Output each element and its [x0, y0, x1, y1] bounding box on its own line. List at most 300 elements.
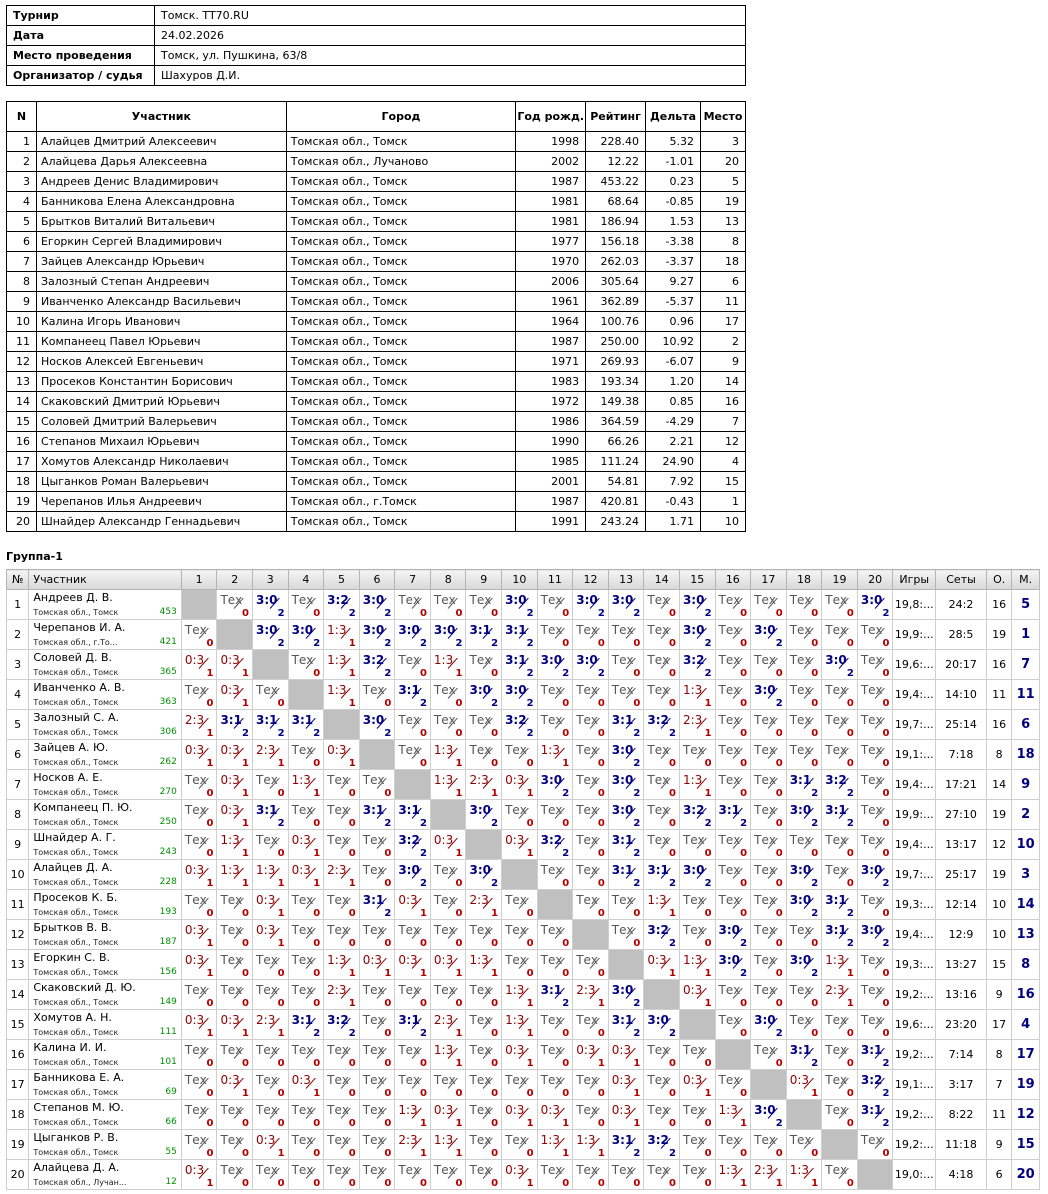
match-score: Тех	[754, 773, 776, 787]
match-result-cell	[644, 710, 680, 740]
match-score: Тех	[825, 683, 848, 697]
player-delta: -1.01	[646, 152, 701, 172]
match-score: Тех	[327, 833, 349, 847]
match-points: 2	[633, 788, 641, 799]
player-place: 4	[701, 452, 746, 472]
match-result-cell	[537, 1070, 573, 1100]
match-result-cell	[466, 800, 502, 830]
match-points: 0	[846, 698, 854, 709]
match-result-cell	[857, 1130, 893, 1160]
match-score: Тех	[398, 923, 421, 937]
match-points: 2	[526, 698, 534, 709]
match-points: 0	[740, 668, 748, 679]
match-points: 2	[882, 1058, 890, 1069]
match-result-cell	[857, 920, 893, 950]
match-score: Тех	[291, 1163, 314, 1177]
match-points: 0	[811, 998, 819, 1009]
match-score: Тех	[505, 1073, 527, 1087]
diagonal-cell	[608, 950, 644, 980]
player-rating: 243	[159, 847, 177, 857]
tournament-info-table	[6, 5, 746, 86]
match-points: 0	[348, 938, 356, 949]
match-score: Тех	[469, 653, 492, 667]
player-cell	[29, 1040, 182, 1070]
player-city: Томская обл., Томск	[286, 512, 516, 532]
info-label: Организатор / судья	[7, 66, 155, 86]
match-result-cell	[324, 1070, 360, 1100]
player-delta: 7.92	[646, 472, 701, 492]
match-points: 2	[775, 638, 783, 649]
diagonal-cell	[395, 770, 431, 800]
player-rating: 156	[159, 967, 177, 977]
match-score: Тех	[860, 893, 883, 907]
match-points: 0	[668, 818, 676, 829]
match-result-cell	[822, 950, 858, 980]
header-opponent: 6	[359, 570, 395, 590]
match-result-cell	[253, 680, 289, 710]
place-value: 11	[1012, 680, 1040, 710]
match-points: 1	[846, 968, 854, 979]
place-value: 16	[1012, 980, 1040, 1010]
player-cell	[29, 620, 182, 650]
player-place: 14	[701, 372, 746, 392]
match-result-cell	[288, 590, 324, 620]
match-result-cell	[786, 770, 822, 800]
match-score: 3:0	[611, 983, 634, 997]
match-score: Тех	[540, 953, 563, 967]
match-points: 0	[206, 818, 214, 829]
table-row	[7, 432, 746, 452]
match-points: 0	[277, 1118, 285, 1129]
match-result-cell	[786, 1010, 822, 1040]
match-points: 1	[348, 758, 356, 769]
match-score: Тех	[256, 773, 278, 787]
match-points: 0	[811, 758, 819, 769]
match-points: 1	[526, 1058, 534, 1069]
match-result-cell	[608, 1070, 644, 1100]
match-points: 0	[740, 878, 748, 889]
match-points: 1	[526, 1028, 534, 1039]
match-points: 1	[704, 998, 712, 1009]
match-points: 0	[597, 908, 605, 919]
match-score: 0:3	[505, 1103, 525, 1117]
match-score: 0:3	[220, 803, 240, 817]
info-value: Томск, ул. Пушкина, 63/8	[155, 46, 746, 66]
match-result-cell	[751, 890, 787, 920]
match-score: Тех	[789, 923, 812, 937]
match-points: 0	[384, 1058, 392, 1069]
match-score: 3:1	[611, 1133, 634, 1147]
match-result-cell	[395, 1010, 431, 1040]
points-value: 12	[986, 830, 1011, 860]
match-result-cell	[324, 680, 360, 710]
player-short-city: Томская обл., Томск	[33, 1028, 119, 1037]
match-result-cell	[466, 710, 502, 740]
match-result-cell	[181, 950, 217, 980]
match-points: 0	[384, 788, 392, 799]
match-score: Тех	[754, 983, 776, 997]
match-result-cell	[324, 650, 360, 680]
match-result-cell	[573, 710, 609, 740]
match-points: 1	[633, 1088, 641, 1099]
match-points: 0	[242, 938, 250, 949]
match-points: 0	[668, 758, 676, 769]
match-points: 0	[846, 848, 854, 859]
match-points: 1	[206, 878, 214, 889]
match-score: Тех	[718, 1013, 741, 1027]
match-points: 0	[313, 758, 321, 769]
match-score: Тех	[327, 893, 349, 907]
player-city: Томская обл., г.Томск	[286, 492, 516, 512]
player-rating: 66	[165, 1117, 177, 1127]
match-result-cell	[502, 680, 538, 710]
match-points: 2	[633, 818, 641, 829]
player-rating: 420.81	[586, 492, 646, 512]
player-short-name: Шнайдер А. Г.	[33, 831, 116, 844]
match-score: Тех	[540, 1073, 563, 1087]
row-number: 11	[7, 890, 29, 920]
match-score: Тех	[789, 623, 812, 637]
match-score: 3:1	[860, 1103, 883, 1117]
match-points: 0	[597, 878, 605, 889]
match-points: 0	[491, 608, 499, 619]
player-city: Томская обл., Томск	[286, 172, 516, 192]
match-score: Тех	[611, 893, 634, 907]
player-place: 9	[701, 352, 746, 372]
match-points: 0	[882, 698, 890, 709]
match-points: 2	[419, 818, 427, 829]
match-score: Тех	[860, 683, 883, 697]
table-row	[7, 770, 1040, 800]
row-number: 4	[7, 680, 29, 710]
points-value: 19	[986, 800, 1011, 830]
match-result-cell	[679, 800, 715, 830]
match-points: 0	[740, 788, 748, 799]
match-score: 0:3	[505, 1043, 525, 1057]
player-cell	[29, 650, 182, 680]
match-score: Тех	[576, 713, 599, 727]
match-score: Тех	[647, 1073, 670, 1087]
place-value: 19	[1012, 1070, 1040, 1100]
match-score: Тех	[220, 893, 243, 907]
match-score: Тех	[789, 1013, 812, 1027]
match-points: 1	[348, 878, 356, 889]
header-opponent: 15	[679, 570, 715, 590]
match-result-cell	[608, 590, 644, 620]
match-score: Тех	[469, 1163, 492, 1177]
player-delta: -0.43	[646, 492, 701, 512]
place-value: 18	[1012, 740, 1040, 770]
match-points: 0	[740, 908, 748, 919]
match-points: 2	[704, 638, 712, 649]
match-points: 0	[704, 908, 712, 919]
match-result-cell	[359, 920, 395, 950]
match-points: 0	[348, 818, 356, 829]
match-score: 1:3	[540, 743, 560, 757]
match-score: 3:0	[860, 593, 883, 607]
match-points: 1	[491, 908, 499, 919]
match-points: 0	[313, 998, 321, 1009]
table-row	[7, 1010, 1040, 1040]
match-score: 0:3	[611, 1043, 632, 1057]
header-opponent: 9	[466, 570, 502, 590]
player-name: Носков Алексей Евгеньевич	[36, 352, 286, 372]
match-points: 0	[491, 758, 499, 769]
match-result-cell	[822, 710, 858, 740]
match-points: 0	[882, 1148, 890, 1159]
player-city: Томская обл., Томск	[286, 352, 516, 372]
match-result-cell	[751, 830, 787, 860]
match-points: 0	[668, 1058, 676, 1069]
match-result-cell	[181, 1160, 217, 1190]
match-score: Тех	[256, 953, 278, 967]
match-points: 2	[526, 728, 534, 739]
player-birth-year: 1981	[516, 192, 586, 212]
match-result-cell	[857, 860, 893, 890]
match-score: Тех	[540, 923, 563, 937]
match-score: Тех	[718, 1073, 741, 1087]
match-score: 0:3	[611, 1073, 632, 1087]
match-result-cell	[786, 650, 822, 680]
match-points: 2	[633, 878, 641, 889]
match-points: 1	[562, 1118, 570, 1129]
match-result-cell	[751, 980, 787, 1010]
player-delta: -3.37	[646, 252, 701, 272]
match-score: 3:0	[362, 713, 385, 727]
group-title: Группа-1	[6, 550, 63, 563]
player-cell	[29, 980, 182, 1010]
match-points: 2	[740, 938, 748, 949]
match-result-cell	[181, 1100, 217, 1130]
sets-value: 7:18	[936, 740, 987, 770]
player-birth-year: 1987	[516, 172, 586, 192]
match-points: 1	[526, 848, 534, 859]
points-value: 9	[986, 980, 1011, 1010]
player-delta: 0.85	[646, 392, 701, 412]
match-result-cell	[359, 770, 395, 800]
match-result-cell	[573, 590, 609, 620]
match-score: Тех	[184, 803, 207, 817]
match-points: 0	[384, 848, 392, 859]
match-result-cell	[573, 680, 609, 710]
match-score: Тех	[789, 743, 812, 757]
match-score: Тех	[291, 1043, 314, 1057]
match-result-cell	[359, 980, 395, 1010]
match-points: 0	[491, 1178, 499, 1189]
match-points: 0	[704, 1118, 712, 1129]
match-score: 2:3	[256, 1013, 276, 1027]
match-result-cell	[430, 1070, 466, 1100]
points-value: 10	[986, 890, 1011, 920]
match-score: 3:1	[611, 863, 634, 877]
player-cell	[29, 920, 182, 950]
match-result-cell	[359, 890, 395, 920]
match-score: 3:1	[611, 833, 634, 847]
match-result-cell	[573, 830, 609, 860]
match-points: 2	[313, 1028, 321, 1039]
player-rating: 187	[159, 937, 177, 947]
match-result-cell	[253, 710, 289, 740]
match-result-cell	[644, 1130, 680, 1160]
match-score: 0:3	[291, 1073, 311, 1087]
match-points: 2	[526, 668, 534, 679]
match-result-cell	[359, 950, 395, 980]
player-cell	[29, 1130, 182, 1160]
player-rating: 186.94	[586, 212, 646, 232]
player-rating: 111.24	[586, 452, 646, 472]
player-short-name: Цыганков Р. В.	[33, 1131, 119, 1144]
column-header: N	[7, 102, 37, 132]
table-row	[7, 272, 746, 292]
match-score: 0:3	[433, 833, 454, 847]
match-points: 0	[455, 608, 463, 619]
match-result-cell	[217, 710, 253, 740]
match-result-cell	[217, 950, 253, 980]
row-number: 19	[7, 1130, 29, 1160]
match-points: 1	[313, 878, 321, 889]
player-city: Томская обл., Томск	[286, 332, 516, 352]
player-birth-year: 1998	[516, 132, 586, 152]
player-rating: 101	[159, 1057, 177, 1067]
match-score: Тех	[789, 653, 812, 667]
match-result-cell	[573, 1130, 609, 1160]
match-result-cell	[537, 650, 573, 680]
match-result-cell	[786, 800, 822, 830]
match-score: 3:0	[611, 773, 634, 787]
match-result-cell	[217, 680, 253, 710]
match-points: 0	[846, 1178, 854, 1189]
match-result-cell	[644, 770, 680, 800]
match-score: 3:0	[754, 1013, 776, 1027]
match-points: 2	[384, 728, 392, 739]
match-score: Тех	[576, 773, 599, 787]
match-result-cell	[502, 620, 538, 650]
match-score: 3:2	[647, 923, 669, 937]
match-score: 3:0	[398, 623, 420, 637]
match-score: 3:0	[860, 863, 883, 877]
match-score: 1:3	[433, 1043, 454, 1057]
player-delta: 0.96	[646, 312, 701, 332]
player-number: 5	[7, 212, 37, 232]
match-points: 1	[384, 968, 392, 979]
match-score: Тех	[469, 1103, 492, 1117]
match-score: 2:3	[576, 983, 596, 997]
match-result-cell	[253, 1160, 289, 1190]
match-score: 1:3	[825, 953, 845, 967]
match-result-cell	[288, 1130, 324, 1160]
match-score: 3:1	[718, 803, 741, 817]
match-score: Тех	[860, 833, 883, 847]
match-score: 3:0	[611, 803, 634, 817]
match-points: 2	[740, 818, 748, 829]
diagonal-cell	[786, 1100, 822, 1130]
player-short-city: Томская обл., Томск	[33, 668, 119, 677]
player-place: 7	[701, 412, 746, 432]
match-score: 0:3	[362, 953, 383, 967]
match-score: Тех	[540, 623, 563, 637]
header-opponent: 13	[608, 570, 644, 590]
diagonal-cell	[359, 740, 395, 770]
row-number: 3	[7, 650, 29, 680]
player-name: Алайцева Дарья Алексеевна	[36, 152, 286, 172]
match-result-cell	[217, 770, 253, 800]
match-score: 3:0	[505, 593, 527, 607]
match-score: 3:0	[256, 593, 278, 607]
match-score: Тех	[362, 833, 385, 847]
player-cell	[29, 710, 182, 740]
match-score: Тех	[291, 923, 314, 937]
match-points: 0	[242, 1178, 250, 1189]
place-value: 9	[1012, 770, 1040, 800]
match-points: 0	[419, 758, 427, 769]
match-score: Тех	[789, 833, 812, 847]
match-result-cell	[644, 650, 680, 680]
match-score: 3:1	[611, 713, 634, 727]
games-value: 19,1:...	[893, 1070, 936, 1100]
match-result-cell	[679, 740, 715, 770]
player-cell	[29, 680, 182, 710]
sets-value: 8:22	[936, 1100, 987, 1130]
games-value: 19,1:...	[893, 740, 936, 770]
table-row	[7, 1070, 1040, 1100]
match-result-cell	[395, 1100, 431, 1130]
match-result-cell	[857, 650, 893, 680]
match-points: 0	[562, 1178, 570, 1189]
match-score: 3:0	[789, 953, 812, 967]
player-number: 1	[7, 132, 37, 152]
match-score: Тех	[184, 1103, 207, 1117]
match-score: 3:0	[433, 623, 456, 637]
match-result-cell	[395, 1130, 431, 1160]
match-score: Тех	[647, 1043, 670, 1057]
match-points: 1	[242, 668, 250, 679]
diagonal-cell	[573, 920, 609, 950]
match-points: 0	[384, 1028, 392, 1039]
match-result-cell	[786, 620, 822, 650]
match-score: 0:3	[505, 833, 525, 847]
player-short-city: Томская обл., Томск	[33, 788, 119, 797]
match-result-cell	[644, 890, 680, 920]
match-points: 2	[491, 638, 499, 649]
match-result-cell	[786, 710, 822, 740]
points-value: 15	[986, 950, 1011, 980]
match-points: 0	[348, 1058, 356, 1069]
match-points: 0	[206, 1088, 214, 1099]
match-score: Тех	[576, 863, 599, 877]
match-score: Тех	[433, 593, 456, 607]
player-birth-year: 2001	[516, 472, 586, 492]
header-opponent: 14	[644, 570, 680, 590]
match-points: 0	[846, 1088, 854, 1099]
sets-value: 17:21	[936, 770, 987, 800]
match-result-cell	[822, 1160, 858, 1190]
match-points: 0	[597, 1178, 605, 1189]
match-points: 0	[384, 998, 392, 1009]
match-result-cell	[324, 950, 360, 980]
match-result-cell	[430, 740, 466, 770]
diagonal-cell	[822, 1130, 858, 1160]
match-score: 3:0	[469, 803, 491, 817]
match-score: 0:3	[291, 863, 311, 877]
sets-value: 3:17	[936, 1070, 987, 1100]
match-result-cell	[822, 650, 858, 680]
match-result-cell	[751, 1130, 787, 1160]
match-score: Тех	[327, 773, 349, 787]
match-points: 1	[597, 1058, 605, 1069]
match-result-cell	[786, 980, 822, 1010]
match-points: 2	[313, 638, 321, 649]
match-points: 0	[740, 698, 748, 709]
